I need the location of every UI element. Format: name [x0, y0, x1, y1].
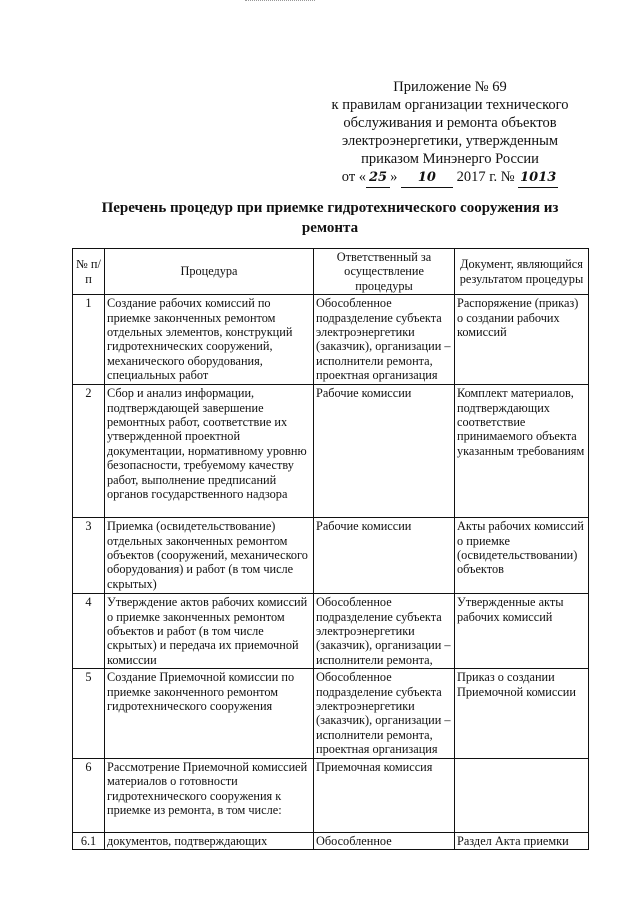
- row-document: [455, 758, 589, 832]
- appendix-line: обслуживания и ремонта объектов: [343, 115, 557, 131]
- row-document: Распоряжение (приказ) о создании рабочих комиссий: [455, 295, 589, 385]
- row-responsible: Обособленное: [314, 832, 455, 849]
- date-day: 25: [366, 169, 390, 188]
- table-row: [73, 518, 589, 594]
- row-responsible: Рабочие комиссии: [314, 518, 455, 594]
- row-responsible: Приемочная комиссия: [314, 758, 455, 832]
- header-procedure: Процедура: [105, 249, 314, 295]
- row-responsible: Обособленное подразделение субъекта электроэнергетики (заказчик), организации – исполнители ремонта, проектная организация: [314, 669, 455, 758]
- row-document: Акты рабочих комиссий о приемке (освидетельствовании) объектов: [455, 518, 589, 594]
- row-num: 5: [73, 669, 105, 758]
- header-document: Документ, являющийся результатом процедуры: [455, 249, 589, 295]
- row-document: Раздел Акта приемки: [455, 832, 589, 849]
- row-responsible: Обособленное подразделение субъекта электроэнергетики (заказчик), организации – исполнители ремонта,: [314, 594, 455, 669]
- appendix-line: к правилам организации технического: [331, 97, 569, 113]
- table-row: [73, 385, 589, 518]
- row-num: 6.1: [73, 832, 105, 849]
- document-title: [60, 198, 600, 238]
- row-procedure: Приемка (освидетельствование) отдельных законченных ремонтом объектов (сооружений, механического оборудования) и работ (в том числе скрытых): [105, 518, 314, 594]
- row-procedure: Создание Приемочной комиссии по приемке законченного ремонтом гидротехнического сооружения: [105, 669, 314, 758]
- row-num: 2: [73, 385, 105, 518]
- appendix-line: электроэнергетики, утвержденным: [342, 133, 558, 149]
- row-num: 1: [73, 295, 105, 385]
- header-num: № п/п: [73, 249, 105, 295]
- appendix-line: Приложение № 69: [393, 79, 507, 95]
- procedures-table: [72, 248, 589, 850]
- row-procedure: Рассмотрение Приемочной комиссией материалов о готовности гидротехнического сооружения к приемке из ремонта, в том числе:: [105, 758, 314, 832]
- row-document: Приказ о создании Приемочной комиссии: [455, 669, 589, 758]
- date-prefix: от «: [341, 169, 367, 185]
- table-row: [73, 295, 589, 385]
- row-document: Комплект материалов, подтверждающих соответствие принимаемого объекта указанным требованиям: [455, 385, 589, 518]
- appendix-line: приказом Минэнерго России: [361, 151, 539, 167]
- row-document: Утвержденные акты рабочих комиссий: [455, 594, 589, 669]
- title-line: ремонта: [301, 220, 359, 236]
- table-row: [73, 758, 589, 832]
- row-num: 4: [73, 594, 105, 669]
- header-responsible: Ответственный за осуществление процедуры: [314, 249, 455, 295]
- date-month: 10: [401, 169, 453, 188]
- row-procedure: Создание рабочих комиссий по приемке законченных ремонтом отдельных элементов, конструкций гидротехнических сооружений, механического оборудования, специальных работ: [105, 295, 314, 385]
- table-header-row: [73, 249, 589, 295]
- row-num: 3: [73, 518, 105, 594]
- row-responsible: Рабочие комиссии: [314, 385, 455, 518]
- row-procedure: Сбор и анализ информации, подтверждающей завершение ремонтных работ, соответствие их утвержденной проектной документации, нормативному уровню безопасности, требуемому качеству работ, выполнение предписаний органов государственного надзора: [105, 385, 314, 518]
- date-year: 2017 г. №: [456, 169, 515, 185]
- row-responsible: Обособленное подразделение субъекта электроэнергетики (заказчик), организации – исполнители ремонта, проектная организация: [314, 295, 455, 385]
- table-row: [73, 594, 589, 669]
- row-num: 6: [73, 758, 105, 832]
- date-mid: »: [390, 169, 398, 185]
- table-row: [73, 669, 589, 758]
- appendix-header: [300, 78, 600, 188]
- order-number: 1013: [518, 169, 558, 188]
- row-procedure: документов, подтверждающих: [105, 832, 314, 849]
- appendix-date-line: [300, 168, 600, 188]
- title-line: Перечень процедур при приемке гидротехнического сооружения из: [101, 200, 559, 216]
- row-procedure: Утверждение актов рабочих комиссий о приемке законченных ремонтом объектов и работ (в том числе скрытых) и передача их приемочной комиссии: [105, 594, 314, 669]
- scan-top-mark: [245, 0, 315, 3]
- table-row: [73, 832, 589, 849]
